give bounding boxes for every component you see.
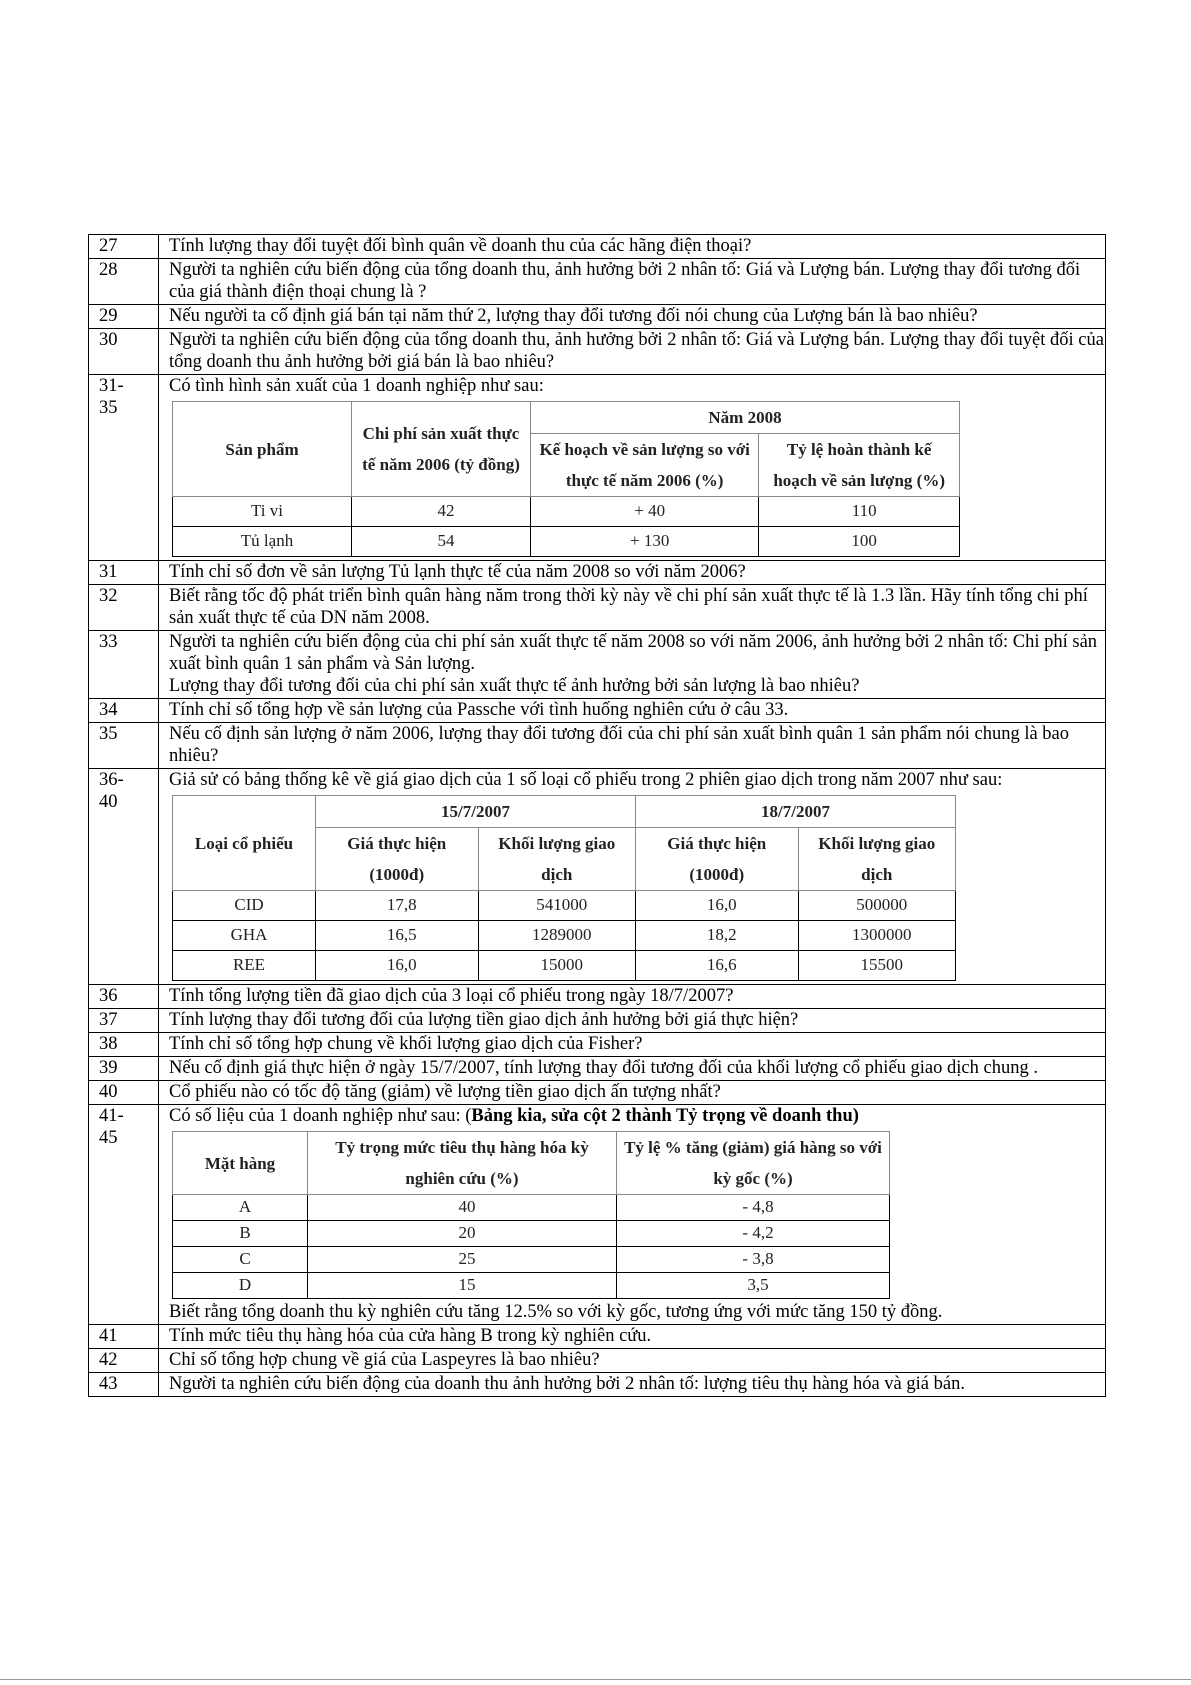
group-row (89, 769, 1106, 985)
question-row (89, 1349, 1106, 1373)
header-type: Loại cổ phiếu (173, 796, 316, 891)
question-text-line: Người ta nghiên cứu biến động của doanh thu ảnh hưởng bởi 2 nhân tố: lượng tiêu thụ hàng hóa và giá bán. (169, 1374, 965, 1394)
question-text-line: Chỉ số tổng hợp chung về giá của Laspeyres là bao nhiêu? (169, 1350, 600, 1370)
table-cell: + 130 (531, 527, 759, 557)
question-row (89, 305, 1106, 329)
question-text-line: Nếu cố định sản lượng ở năm 2006, lượng thay đổi tương đối của chi phí sản xuất bình quân 1 sản phẩm nói chung là bao nhiêu? (169, 724, 1070, 766)
table-row (173, 891, 956, 921)
table-cell: - 4,2 (617, 1221, 890, 1247)
question-text (159, 1325, 1106, 1349)
table-cell: 16,0 (316, 951, 479, 981)
table-cell: 25 (308, 1247, 617, 1273)
table-cell: C (173, 1247, 308, 1273)
table-cell: - 4,8 (617, 1195, 890, 1221)
question-number (89, 235, 159, 259)
question-number-text: 43 (99, 1374, 118, 1394)
table-row (173, 921, 956, 951)
question-number-text: 35 (99, 724, 118, 744)
page-bottom-rule (0, 1679, 1191, 1680)
question-number-text: 31 (99, 562, 118, 582)
header-date2: 18/7/2007 (635, 796, 955, 828)
header-price: Giá thực hiện (1000đ) (635, 828, 798, 891)
question-number (89, 329, 159, 375)
group-intro-note: Bảng kia, sửa cột 2 thành Tỷ trọng về doanh thu) (471, 1106, 859, 1126)
group-number (89, 375, 159, 561)
group-number-line: 45 (99, 1128, 118, 1148)
question-row (89, 585, 1106, 631)
question-text-line: Biết rằng tốc độ phát triển bình quân hàng năm trong thời kỳ này về chi phí sản xuất thực tế là 1.3 lần. Hãy tính tổng chi phí sản xuất thực tế của DN năm 2008. (169, 586, 1088, 628)
header-year: Năm 2008 (531, 402, 960, 434)
question-text-line: Người ta nghiên cứu biến động của tổng doanh thu, ảnh hưởng bởi 2 nhân tố: Giá và Lượng bán. Lượng thay đổi tuyệt đối của tổng doanh thu ảnh hưởng bởi giá bán là bao nhiêu? (169, 330, 1104, 372)
table-cell: 40 (308, 1195, 617, 1221)
question-number-text: 32 (99, 586, 118, 606)
question-number-text: 34 (99, 700, 118, 720)
question-number (89, 585, 159, 631)
group-row (89, 1105, 1106, 1325)
question-number-text: 41 (99, 1326, 118, 1346)
group-content (159, 375, 1106, 561)
table-cell: Tủ lạnh (173, 527, 352, 557)
question-number-text: 28 (99, 260, 118, 280)
table-cell: D (173, 1273, 308, 1299)
group-intro: Có tình hình sản xuất của 1 doanh nghiệp như sau: (169, 376, 544, 396)
table-cell: 541000 (478, 891, 635, 921)
question-number (89, 305, 159, 329)
header-share: Tỷ trọng mức tiêu thụ hàng hóa kỳ nghiên cứu (%) (308, 1132, 617, 1195)
question-number (89, 259, 159, 305)
table-cell: 16,0 (635, 891, 798, 921)
question-number (89, 1325, 159, 1349)
question-row (89, 329, 1106, 375)
question-number-text: 27 (99, 236, 118, 256)
table-cell: 15000 (478, 951, 635, 981)
question-text (159, 329, 1106, 375)
question-text-line: Cổ phiếu nào có tốc độ tăng (giảm) về lượng tiền giao dịch ấn tượng nhất? (169, 1082, 721, 1102)
group-number-line: 36- (99, 770, 124, 790)
question-row (89, 259, 1106, 305)
table-cell: GHA (173, 921, 316, 951)
question-text-line: Nếu người ta cố định giá bán tại năm thứ 2, lượng thay đổi tương đối nói chung của Lượng bán là bao nhiêu? (169, 306, 978, 326)
table-row (173, 1221, 890, 1247)
question-text (159, 235, 1106, 259)
group-outro: Biết rằng tổng doanh thu kỳ nghiên cứu tăng 12.5% so với kỳ gốc, tương ứng với mức tăng 150 tỷ đồng. (169, 1302, 943, 1322)
question-text (159, 1373, 1106, 1397)
header-item: Mặt hàng (173, 1132, 308, 1195)
table-cell: 16,6 (635, 951, 798, 981)
question-text-line: Lượng thay đổi tương đối của chi phí sản xuất thực tế ảnh hưởng bởi sản lượng là bao nhiêu? (169, 676, 860, 696)
table-row (173, 497, 960, 527)
header-volume: Khối lượng giao dịch (478, 828, 635, 891)
question-row (89, 631, 1106, 699)
table-cell: 15 (308, 1273, 617, 1299)
table-cell: + 40 (531, 497, 759, 527)
group-intro-text: Có số liệu của 1 doanh nghiệp như sau: ( (169, 1106, 472, 1126)
table-cell: 18,2 (635, 921, 798, 951)
question-number (89, 1033, 159, 1057)
table-cell: 1289000 (478, 921, 635, 951)
question-row (89, 1325, 1106, 1349)
question-text (159, 305, 1106, 329)
question-text (159, 585, 1106, 631)
question-row (89, 1033, 1106, 1057)
question-row (89, 723, 1106, 769)
question-text (159, 699, 1106, 723)
question-text (159, 259, 1106, 305)
question-number-text: 30 (99, 330, 118, 350)
question-text (159, 1057, 1106, 1081)
table-row (173, 1195, 890, 1221)
question-text (159, 631, 1106, 699)
question-number-text: 36 (99, 986, 118, 1006)
question-text-line: Tính chỉ số tổng hợp về sản lượng của Passche với tình huống nghiên cứu ở câu 33. (169, 700, 789, 720)
question-text-line: Tính chỉ số đơn về sản lượng Tủ lạnh thực tế của năm 2008 so với năm 2006? (169, 562, 746, 582)
question-text (159, 985, 1106, 1009)
question-number (89, 1057, 159, 1081)
table-cell: 16,5 (316, 921, 479, 951)
stock-table (172, 795, 956, 981)
sales-table (172, 1131, 890, 1299)
question-number (89, 1373, 159, 1397)
table-header-row (173, 1132, 890, 1195)
table-cell: - 3,8 (617, 1247, 890, 1273)
table-cell: 20 (308, 1221, 617, 1247)
table-cell: 1300000 (798, 921, 955, 951)
group-number-line: 41- (99, 1106, 124, 1126)
group-content (159, 1105, 1106, 1325)
question-number (89, 631, 159, 699)
question-text-line: Người ta nghiên cứu biến động của tổng doanh thu, ảnh hưởng bởi 2 nhân tố: Giá và Lượng bán. Lượng thay đổi tương đối của giá thành điện thoại chung là ? (169, 260, 1081, 302)
question-number-text: 42 (99, 1350, 118, 1370)
question-number (89, 723, 159, 769)
question-text (159, 723, 1106, 769)
group-content (159, 769, 1106, 985)
question-row (89, 1373, 1106, 1397)
question-text (159, 1349, 1106, 1373)
question-text-line: Người ta nghiên cứu biến động của chi phí sản xuất thực tế năm 2008 so với năm 2006, ảnh hưởng bởi 2 nhân tố: Chi phí sản xuất bình quân 1 sản phẩm và Sản lượng. (169, 632, 1098, 674)
table-cell: REE (173, 951, 316, 981)
question-number (89, 699, 159, 723)
question-number-text: 40 (99, 1082, 118, 1102)
group-row (89, 375, 1106, 561)
table-cell: 15500 (798, 951, 955, 981)
question-text (159, 1081, 1106, 1105)
group-number-line: 35 (99, 398, 118, 418)
table-header-row (173, 796, 956, 828)
question-text-line: Tính chỉ số tổng hợp chung về khối lượng giao dịch của Fisher? (169, 1034, 643, 1054)
header-change: Tỷ lệ % tăng (giảm) giá hàng so với kỳ gốc (%) (617, 1132, 890, 1195)
question-text-line: Tính mức tiêu thụ hàng hóa của cửa hàng B trong kỳ nghiên cứu. (169, 1326, 652, 1346)
question-table (88, 234, 1106, 1397)
table-cell: 54 (352, 527, 531, 557)
table-cell: 17,8 (316, 891, 479, 921)
header-date1: 15/7/2007 (316, 796, 636, 828)
table-cell: 42 (352, 497, 531, 527)
table-cell: 110 (759, 497, 960, 527)
table-cell: 3,5 (617, 1273, 890, 1299)
group-number (89, 1105, 159, 1325)
table-row (173, 1273, 890, 1299)
header-cost: Chi phí sản xuất thực tế năm 2006 (tỷ đồng) (352, 402, 531, 497)
question-number (89, 561, 159, 585)
table-cell: CID (173, 891, 316, 921)
question-row (89, 1057, 1106, 1081)
table-row (173, 1247, 890, 1273)
question-number-text: 29 (99, 306, 118, 326)
table-cell: A (173, 1195, 308, 1221)
header-volume: Khối lượng giao dịch (798, 828, 955, 891)
question-number (89, 985, 159, 1009)
question-text (159, 1033, 1106, 1057)
table-cell: B (173, 1221, 308, 1247)
question-text (159, 1009, 1106, 1033)
table-cell: 100 (759, 527, 960, 557)
group-number-line: 31- (99, 376, 124, 396)
table-header-row (173, 402, 960, 434)
group-number-line: 40 (99, 792, 118, 812)
question-row (89, 1009, 1106, 1033)
question-text-line: Nếu cố định giá thực hiện ở ngày 15/7/2007, tính lượng thay đổi tương đối của khối lượng cổ phiếu giao dịch chung . (169, 1058, 1038, 1078)
question-number (89, 1081, 159, 1105)
question-number (89, 1349, 159, 1373)
table-row (173, 951, 956, 981)
question-row (89, 699, 1106, 723)
header-price: Giá thực hiện (1000đ) (316, 828, 479, 891)
group-intro: Giả sử có bảng thống kê về giá giao dịch của 1 số loại cổ phiếu trong 2 phiên giao dịch trong năm 2007 như sau: (169, 770, 1003, 790)
table-cell: Ti vi (173, 497, 352, 527)
question-number (89, 1009, 159, 1033)
question-row (89, 1081, 1106, 1105)
question-number-text: 38 (99, 1034, 118, 1054)
question-text-line: Tính tổng lượng tiền đã giao dịch của 3 loại cổ phiếu trong ngày 18/7/2007? (169, 986, 734, 1006)
question-number-text: 39 (99, 1058, 118, 1078)
group-intro (169, 1105, 1105, 1127)
header-rate: Tỷ lệ hoàn thành kế hoạch về sản lượng (%) (759, 434, 960, 497)
question-number-text: 37 (99, 1010, 118, 1030)
table-row (173, 527, 960, 557)
production-table (172, 401, 960, 557)
question-row (89, 561, 1106, 585)
question-text (159, 561, 1106, 585)
question-text-line: Tính lượng thay đổi tuyệt đối bình quân về doanh thu của các hãng điện thoại? (169, 236, 752, 256)
header-plan: Kế hoạch về sản lượng so với thực tế năm 2006 (%) (531, 434, 759, 497)
question-text-line: Tính lượng thay đổi tương đối của lượng tiền giao dịch ảnh hưởng bởi giá thực hiện? (169, 1010, 799, 1030)
table-cell: 500000 (798, 891, 955, 921)
question-row (89, 985, 1106, 1009)
question-row (89, 235, 1106, 259)
header-product: Sản phẩm (173, 402, 352, 497)
group-number (89, 769, 159, 985)
question-number-text: 33 (99, 632, 118, 652)
